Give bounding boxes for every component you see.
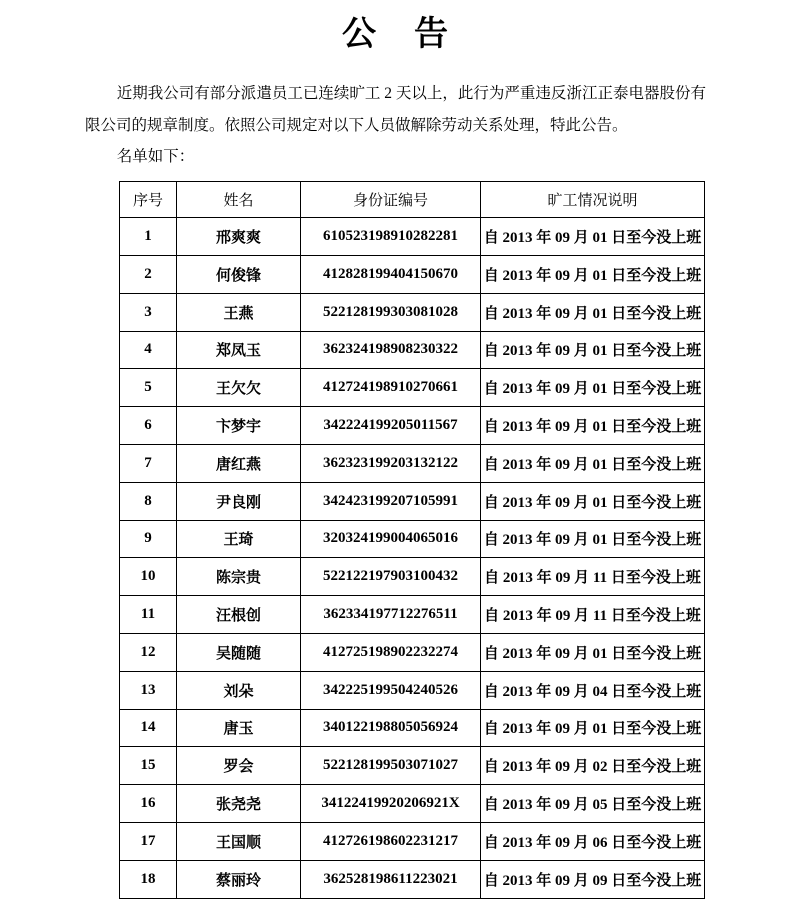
- cell-remark: 自 2013 年 09 月 01 日至今没上班: [481, 633, 705, 671]
- table-row: [120, 255, 705, 293]
- table-row: [120, 293, 705, 331]
- cell-remark: 自 2013 年 09 月 01 日至今没上班: [481, 520, 705, 558]
- cell-seq: 13: [120, 671, 177, 709]
- cell-remark: 自 2013 年 09 月 06 日至今没上班: [481, 822, 705, 860]
- list-intro: 名单如下：: [116, 148, 195, 166]
- cell-seq: 8: [120, 482, 177, 520]
- cell-remark: 自 2013 年 09 月 01 日至今没上班: [481, 407, 705, 445]
- header-seq: 序号: [120, 182, 177, 218]
- cell-remark: 自 2013 年 09 月 05 日至今没上班: [481, 785, 705, 823]
- cell-seq: 14: [120, 709, 177, 747]
- cell-seq: 9: [120, 520, 177, 558]
- cell-seq: 1: [120, 218, 177, 256]
- table-row: [120, 671, 705, 709]
- cell-name: 张尧尧: [177, 785, 301, 823]
- cell-seq: 2: [120, 255, 177, 293]
- cell-seq: 16: [120, 785, 177, 823]
- cell-id: 342224199205011567: [301, 407, 481, 445]
- cell-id: 362334197712276511: [301, 596, 481, 634]
- cell-id: 412828199404150670: [301, 255, 481, 293]
- absence-table: [119, 181, 705, 898]
- absence-table-body: [120, 218, 705, 898]
- table-row: [120, 785, 705, 823]
- cell-name: 蔡丽玲: [177, 860, 301, 898]
- cell-remark: 自 2013 年 09 月 01 日至今没上班: [481, 255, 705, 293]
- cell-id: 522128199503071027: [301, 747, 481, 785]
- cell-seq: 4: [120, 331, 177, 369]
- cell-seq: 11: [120, 596, 177, 634]
- cell-id: 34122419920206921X: [301, 785, 481, 823]
- table-row: [120, 407, 705, 445]
- cell-name: 尹良刚: [177, 482, 301, 520]
- cell-remark: 自 2013 年 09 月 04 日至今没上班: [481, 671, 705, 709]
- cell-id: 362528198611223021: [301, 860, 481, 898]
- cell-name: 郑凤玉: [177, 331, 301, 369]
- cell-name: 唐玉: [177, 709, 301, 747]
- table-row: [120, 558, 705, 596]
- document-title: 公 告: [342, 16, 450, 53]
- absence-table-header: [120, 182, 705, 218]
- cell-name: 汪根创: [177, 596, 301, 634]
- cell-id: 362324198908230322: [301, 331, 481, 369]
- cell-id: 340122198805056924: [301, 709, 481, 747]
- table-row: [120, 633, 705, 671]
- cell-remark: 自 2013 年 09 月 11 日至今没上班: [481, 596, 705, 634]
- table-row: [120, 182, 705, 218]
- table-row: [120, 520, 705, 558]
- table-row: [120, 860, 705, 898]
- cell-id: 362323199203132122: [301, 444, 481, 482]
- cell-id: 412724198910270661: [301, 369, 481, 407]
- header-remark: 旷工情况说明: [481, 182, 705, 218]
- table-row: [120, 822, 705, 860]
- cell-seq: 17: [120, 822, 177, 860]
- cell-remark: 自 2013 年 09 月 01 日至今没上班: [481, 444, 705, 482]
- cell-id: 610523198910282281: [301, 218, 481, 256]
- cell-remark: 自 2013 年 09 月 01 日至今没上班: [481, 369, 705, 407]
- cell-id: 522128199303081028: [301, 293, 481, 331]
- cell-id: 412726198602231217: [301, 822, 481, 860]
- cell-name: 吴随随: [177, 633, 301, 671]
- cell-name: 何俊锋: [177, 255, 301, 293]
- cell-seq: 18: [120, 860, 177, 898]
- cell-id: 412725198902232274: [301, 633, 481, 671]
- table-row: [120, 709, 705, 747]
- cell-name: 刘朵: [177, 671, 301, 709]
- table-row: [120, 218, 705, 256]
- table-row: [120, 331, 705, 369]
- cell-seq: 10: [120, 558, 177, 596]
- cell-name: 陈宗贵: [177, 558, 301, 596]
- cell-seq: 5: [120, 369, 177, 407]
- cell-name: 王琦: [177, 520, 301, 558]
- cell-remark: 自 2013 年 09 月 01 日至今没上班: [481, 331, 705, 369]
- cell-name: 罗会: [177, 747, 301, 785]
- cell-name: 王国顺: [177, 822, 301, 860]
- table-row: [120, 747, 705, 785]
- cell-remark: 自 2013 年 09 月 11 日至今没上班: [481, 558, 705, 596]
- table-row: [120, 444, 705, 482]
- cell-id: 320324199004065016: [301, 520, 481, 558]
- table-row: [120, 596, 705, 634]
- cell-seq: 7: [120, 444, 177, 482]
- cell-name: 卞梦宇: [177, 407, 301, 445]
- cell-remark: 自 2013 年 09 月 09 日至今没上班: [481, 860, 705, 898]
- cell-seq: 6: [120, 407, 177, 445]
- table-row: [120, 482, 705, 520]
- cell-seq: 15: [120, 747, 177, 785]
- cell-seq: 3: [120, 293, 177, 331]
- cell-id: 522122197903100432: [301, 558, 481, 596]
- header-id: 身份证编号: [301, 182, 481, 218]
- table-row: [120, 369, 705, 407]
- cell-remark: 自 2013 年 09 月 01 日至今没上班: [481, 218, 705, 256]
- cell-remark: 自 2013 年 09 月 01 日至今没上班: [481, 293, 705, 331]
- cell-id: 342225199504240526: [301, 671, 481, 709]
- cell-name: 邢爽爽: [177, 218, 301, 256]
- cell-remark: 自 2013 年 09 月 02 日至今没上班: [481, 747, 705, 785]
- cell-id: 342423199207105991: [301, 482, 481, 520]
- cell-name: 王燕: [177, 293, 301, 331]
- cell-name: 唐红燕: [177, 444, 301, 482]
- cell-remark: 自 2013 年 09 月 01 日至今没上班: [481, 482, 705, 520]
- body-paragraph: 近期我公司有部分派遣员工已连续旷工 2 天以上，此行为严重违反浙江正泰电器股份有限公司的规章制度。依照公司规定对以下人员做解除劳动关系处理，特此公告。: [85, 85, 706, 135]
- header-name: 姓名: [177, 182, 301, 218]
- cell-name: 王欠欠: [177, 369, 301, 407]
- cell-remark: 自 2013 年 09 月 01 日至今没上班: [481, 709, 705, 747]
- cell-seq: 12: [120, 633, 177, 671]
